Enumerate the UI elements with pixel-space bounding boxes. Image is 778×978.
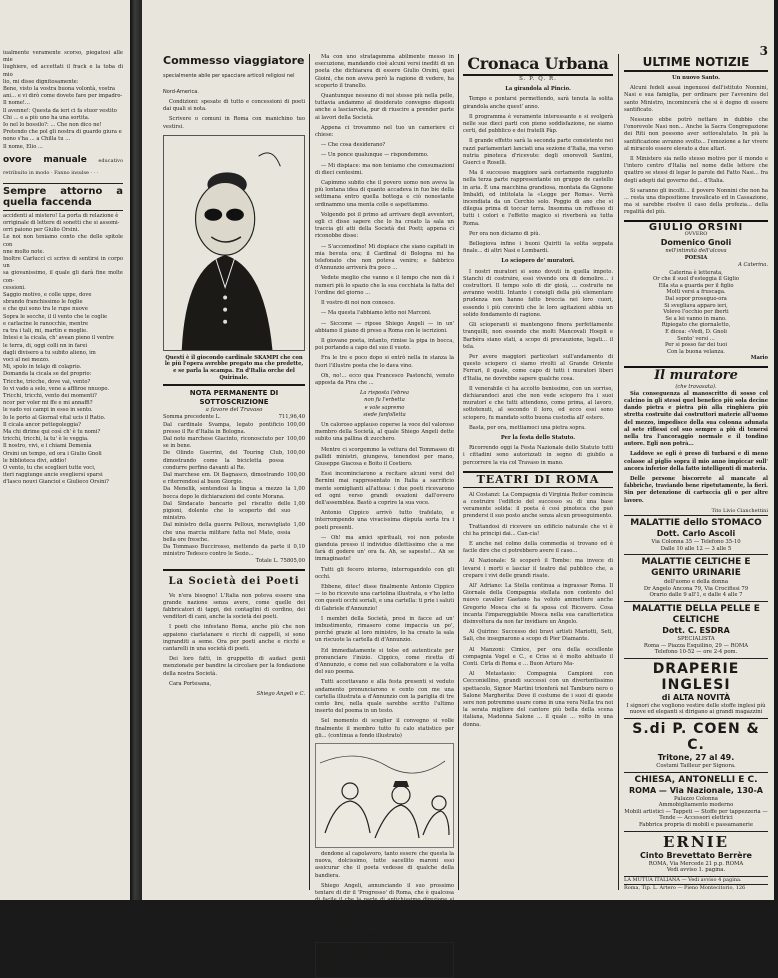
footer-mutua: LA MUTUA ITALIANA — Vedi avviso 4 pagina. — [624, 876, 768, 884]
text-line: Il cicala ancor pettegoleggia? — [3, 421, 81, 428]
poem-author: Domenico Gnoli — [660, 238, 732, 248]
col3-head-3: Per la festa dello Statuto. — [500, 434, 576, 441]
poem-line: Dal sopor proseguo-ora — [665, 296, 727, 303]
paragraph: Si saranno gli incolti... il povero Nonnini che non ha ... resta una dispositione travalicato ed in Cassazione, ma si sarebbe risolve il caso della profezia... della regalità del più. — [624, 187, 768, 216]
ad-line: dell'uomo e della donna — [664, 579, 728, 586]
muratore-body-3: Delle persone biscorrete al mancate al fabbriche, traviando bene ripetutamente, la fieri. Sin per detenzione di cartuccia gli o per altre lavoro. — [624, 476, 768, 504]
advertisement — [624, 515, 768, 554]
text-line: accidenti al mistero! La porta di relazione è — [3, 212, 119, 219]
column-3 — [460, 54, 616, 894]
poem-line: siede fanfolletta — [363, 411, 406, 418]
cardinal-caricature — [163, 135, 305, 351]
poem-line: E dicea: «Vedi, D. Gnoli — [665, 329, 727, 336]
poem-label: POESIA — [684, 255, 708, 262]
entry-amount: 1,00 — [293, 522, 305, 529]
entry-amount: 100,00 — [286, 472, 305, 479]
teatro-entry: Al Manzoni: Cimice, per ora della eccellente compagnia Vogel e C., e Criss si è molto abituato il Conti. Cirla di Roma e ... Buon Arturo Ma- — [463, 646, 613, 668]
advertisement — [624, 831, 768, 876]
ad-title: ERNIE — [662, 832, 730, 851]
paragraph: I nostri muratori si sono dovuti in quella impeto. Stanchi di costruire, essi vivendo ora di demolire... i costruttori. Il tempo solo di dir gioià, ... costruite ne avranno vestiti. Intanto i consigli della più elementare prudenza non hanno fatto breccia nei loro cuori, essendo i più convinti che le loro agitazioni abbia un solido fondamento di ragione. — [463, 268, 613, 318]
paragraph: Nessuno ebbe potrò nettare in dubbio che l'onorevole Nasi non... Anche la Sacra Congregazione dei Riti non possono aver sottovalutato. In più la santificazione avranno svolto... l'emozione a far vivere al miracolo essere elevato a due altari. — [624, 117, 768, 152]
col3-body3 — [463, 445, 613, 467]
muratore-subtitle: (che travasata). — [675, 383, 717, 390]
footer-printer: Roma, Tip. L. Artero — Pieno Montecitorio, 126 — [624, 884, 768, 892]
column-rule — [309, 54, 310, 890]
entry-amount: 100,00 — [286, 450, 305, 457]
paragraph: Il vostro di noi non conosco. — [321, 300, 396, 307]
teatro-entry: Trattandosi di ricevere un edificio naturale che vi è chi ha principi dai... Can-cia! — [463, 523, 613, 537]
paragraph: Essi incominciarono a recitare alcuni versi del Bernini mai rappresentato in Italia a sacrificio mente somiglianti all'attesa: i due poeti ricevarono ed ogni verso grandi ovazioni dall'ovvero dell'assemblea. Bastò a coprire la sua voce. — [315, 471, 454, 506]
paragraph: Dei loro fatti, in gruppetto di audaci genii menzionate per bandire la circolare per la fondazione della nostra Società. — [163, 656, 305, 677]
col4-body — [624, 85, 768, 216]
text-line: Tricche, tricche, dove vai, vento? — [3, 378, 91, 385]
column-rule — [618, 54, 619, 890]
text-line: nne molto note. — [3, 248, 45, 255]
subscription-total: Totale L. 75805,00 — [255, 558, 305, 565]
ad-line: Orario dalle 9 all'1, e dalle 4 alle 7 — [649, 592, 743, 599]
subscription-entry — [163, 450, 305, 472]
left-page — [0, 0, 130, 900]
text-line: le terra, di, oggi colli nn in farei — [3, 342, 88, 349]
subscription-entry — [163, 472, 305, 486]
paragraph: Mobili degli intervenuti proferirono tantissima di far ... in testa poeti: — [315, 914, 454, 928]
muratore-body-2: Laddove se egli è preso di turbarsi e di meno colasse al piglio sopra il mio anno impiccar sull' ancora inferior della fatto intelligenti di materia. — [624, 451, 768, 472]
poem-heading: GIULIO ORSINI — [624, 220, 768, 231]
text-line: e carlacine le ranocchie, mentre — [3, 320, 89, 327]
left-heading-1: ovore manuale educativo retribuito in modo · Fanno insulse · · · — [3, 154, 123, 176]
col3-head-2: Lo sciopero de' muratori. — [501, 258, 575, 265]
ad-line: Via Colonna 35 — Telefono 35-10 — [651, 539, 741, 546]
left-top-text — [3, 50, 123, 151]
col1-body — [163, 593, 305, 688]
text-line: ll avenne!: Questa da ieri ci fa stuor vestito — [3, 107, 117, 114]
subscription-entry — [163, 422, 305, 436]
ad-line: Fabbrica propria di mobili e passamanerie — [638, 821, 754, 828]
text-line: Pretendo che pol gli nostra di guardo giura e — [3, 129, 122, 136]
paragraph: I membri della Società, presi in facce ad un' imbustimento, rimasero come impaccia un po', perché grazie al loro ministro, lo ha creato la sala un riscuote la cartella di d'Annunzio. — [315, 615, 454, 644]
text-line: dagli divisero a tu subito alieno, im — [3, 349, 96, 356]
teatro-entry: Al Metastasio: Compagnia Campioni con Cecconiellino, grandi successi con un divertentissimo spettacolo, Signor Martini trionferà nel Tamburo nero o Salone Margherita: Dove il costume de i suoi di queste sere non potremmo usare come in una vera Nella tra noi la serata migliore del cantore più bella della scena italiana, Madonna Salone ... il quale ... volto in una donna. — [463, 671, 613, 728]
subscription-entry — [163, 544, 305, 558]
caricature-caption: Questi è il giocondo cardinale SKAMPI che con le più l'opera avrebbe pregato ma che predette, e se parla la scampa. En d'Italia orche del Quirinale. — [164, 354, 304, 381]
paragraph: Appena ci trovammo nel tuo un cameriere ci chiese: — [315, 124, 454, 139]
paragraph: Ed immediatamente si tolse ed autenticate per pronunciare l'inizio. Cippico, come ricetta di d'Annunzio, e come nel suo collaboratore e la volta del suo poema. — [315, 647, 454, 676]
col3-body2 — [463, 269, 613, 432]
paragraph: — Oh! ma amici spirituali, voi non poteste gianduia presso il individuo dilettissimo che a me farà di godere un' ora fa. Ah, se sapeste!... Ah se immaginaste! — [315, 534, 454, 563]
ad-title: CHIESA, ANTONELLI E C. — [634, 774, 758, 785]
text-line: orriginale di lettere di sonetti che si assomi- — [3, 220, 120, 227]
text-line: e che qui sono tra le rupe nuove — [3, 306, 88, 313]
entry-text: Somma precedente L. — [163, 414, 221, 421]
poets-cartoon — [315, 743, 454, 848]
text-line: orri paiono per Giulio Orsini. — [3, 227, 80, 234]
text-line: Bene, visto la vostra buona volontà, vostra — [3, 86, 116, 93]
poem-line: La risposta l'ebrea — [359, 390, 410, 397]
paragraph: Mentre ci scorgemmo la vettura del Tommaseo di pallidi ministri, giungeva, tenendosi per mano, Giuseppe Giacosa e Boito il Costiero. — [315, 446, 454, 467]
col2-body — [315, 54, 454, 387]
paragraph: Per avere maggiori particolari sull'andamento di questo sciopero ci siamo rivolti al Grande Oriente Ferrari, il quale, come capo di tutti i muratori liberi d'Italia, ne dovrebbe sapere qualche cosa. — [463, 353, 613, 382]
poem-line: Se a lei vanno in mano. — [665, 315, 727, 322]
ad-name: Cinto Brevettato Berrère — [640, 850, 752, 860]
text-line: Inoltre Carlucci ci scrive di sentirsi in corpo un — [3, 256, 123, 270]
poem-line: Volevo l'occhio per iberti — [663, 309, 729, 316]
subscription-heading: NOTA PERMANENTE DI SOTTOSCRIZIONE — [189, 389, 279, 407]
column-1 — [160, 54, 308, 894]
spqr-label: S. P. Q. R. — [519, 76, 557, 82]
text-line: tricchi, tricchi, la tu' è le veggia. — [3, 436, 89, 443]
right-page — [142, 0, 774, 974]
cronaca-urbana-title: Cronaca Urbana — [463, 54, 613, 76]
text-line: Le noi non teniamo conto che delle spitole con — [3, 234, 123, 248]
text-line: nono s'ha ... a Chilla tu ... — [3, 136, 71, 143]
ad-line: Ammobigliamento moderno — [658, 802, 734, 809]
text-line: liughiere, ed accettati il frack e la toba di mio — [3, 64, 123, 78]
poem-subtitle: nell'intimità dell'alcova — [665, 248, 727, 255]
paragraph: Tutti gli fecero intorno, interrogandolo con gli occhi. — [315, 566, 454, 580]
text-line: ani... e vi dirò come dovete fare per impadro- — [3, 93, 123, 100]
col3-head-1: La girandola al Pincio. — [505, 86, 571, 93]
text-line: Saggio motivo, e colle uppe, dove — [3, 292, 92, 299]
paragraph: — Siccome — ripose Shiego Angeli — in un' abbiamo il piano di preso a Roma con le iscrizioni. — [315, 320, 454, 334]
entry-amount: 100,00 — [286, 436, 305, 442]
ad-name: di ALTA NOVITÀ — [661, 692, 731, 702]
advertisement — [624, 658, 768, 718]
poem-line: Con la buona velanza. — [667, 348, 725, 355]
paragraph: Capimmo subito che il povero uomo non aveva la più lontana idea di quanto accadeva in fuo bie della settimana entro quella bottega e ciò nonostante ordinammo una menta colle e aspettammo. — [315, 180, 454, 208]
paragraph: Tempo e pontarsi permettendo, sarà tenuta la solita girandola anche quest' anno. — [463, 96, 613, 110]
paragraph: Volgendo poi il primo ad arrivare degli avventori, egli ci disse sapere che lo ha creato la sala un traccia gli atti della Società dei Poeti; appena ci riconobbe disse: — [315, 211, 454, 240]
ad-title: DRAPERIE INGLESI — [652, 660, 740, 693]
paragraph: Ebbene, ditec! disse finalmente Antonio Cippico — io ho ricevuto una cartolina illustrata, e v'ho letto con questi occhi soriali, e una cartella: ti prie i saluti di Gabriele d'Annunzio! — [315, 584, 454, 612]
column-4 — [621, 54, 771, 894]
text-line: Intesi e la cicala, ch' avean pieno il ventre — [3, 335, 114, 342]
ultime-subtitle: Un nuovo Santo. — [672, 75, 720, 81]
paragraph: Un caloroso applauso coperse la voce del valoroso membro della Società, al quale Shiego Angeli dette subito una pallina di zucchero. — [315, 421, 454, 443]
paragraph: Per ora non diciamo di più. — [469, 230, 541, 237]
entry-text: Dal marchese em. Di Bagnasco, dimostrando e riterrendosi al buon Giorgio. — [163, 472, 284, 486]
text-line: Tricchi, tricchi, vento dei momenti? — [3, 392, 97, 399]
paragraph: Il venerabile ci ha accolto benissimo, con un sorriso, dichiarandoci anzi che non vede sciopero fra i suoi muratori e che tutti attendono, come prima, al lavoro, sottotenuti, al secondo il loro, ed ecco essi sono sciopero, fu mandato sotto buona custodia all' estero. — [463, 385, 613, 421]
poem-line: Per si posso far dei tuoi — [664, 342, 727, 349]
paragraph: I poeti che infestano Roma, anche più che non appaiono ciarlatanare e ricchi di cappelli, si sono ingranditi a seme. Ora per poeti anche e ricchi e cantarelli in una società di poeti. — [163, 624, 305, 653]
subscription-entry — [163, 501, 305, 523]
col2-poem — [315, 390, 454, 419]
teatro-entry: E anche nel colmo della commedia si trovano ed è facile dire che ci potrebbero avere il caso... — [463, 540, 613, 555]
text-line: lio, mi disse dignitosamente: — [3, 78, 79, 85]
text-line: sbrando franchissimo le foglie — [3, 299, 83, 306]
text-line: Il nome, Elio ... — [3, 143, 43, 150]
entry-text: Da Menelik, sentendosi la lingua a mezzo la bocca dopo le dichiarazioni del conte Morana. — [163, 486, 291, 500]
entry-amount: 711,96,40 — [278, 414, 305, 421]
paragraph: Gli scioperanti si mantengono finora perfettamente tranquilli, non essendo che molti Mancovali Hoepli e Barbèra siano stati, a scopo di precauzione, legati... il tela. — [463, 322, 613, 350]
entry-amount: 100,00 — [286, 421, 305, 428]
advertisement — [624, 718, 768, 772]
poem-line: e vole sapremo — [364, 404, 405, 411]
paragraph: Condizioni: spesate di tutto e concessioni di poeti dai quali si nota. — [163, 99, 305, 113]
teatro-entry: Al Costanzi: La Compagnia di Virginia Reiter comincia a costruire l'edificio del successo su di una base veramente solida: il poeta è così pinoteca che può prendersi il suo posto anche senza alcun proseguimento. — [463, 491, 613, 520]
paragraph: Tutti accettavano e alla festa presenti si veduto andamento pronunciarono e cento con me una cartella illustrata a d'Annunzio con la pariglia di tre cento lire, nella quale sarebbe scritto l'ultimo inserto del poema in un testo. — [315, 679, 454, 715]
col3-body1 — [463, 96, 613, 255]
subscription-list — [163, 414, 305, 558]
poem-line: Ripiegato che giornaletto, — [661, 322, 731, 329]
paragraph: Quantunque nessuno di noi stesse più nella pelle, tuttavia andammo al desiderato convegno disposti anche a lasciarvela, pur di riuscire a prender parte ai lavori della Società. — [315, 93, 454, 121]
paragraph: Fra le tre e poco dopo si entrò nella in stanza la fuori l'illustre poeta che lo dava vino. — [315, 355, 454, 369]
paragraph: — Ma questa l'abbiamo letto noi Marconi. — [321, 310, 432, 317]
ad-name: Dott. Carlo Ascoli — [656, 529, 736, 539]
poem-line: non fu l'erbetta — [364, 397, 405, 404]
poem-dedication: A Caterina. — [738, 262, 768, 269]
subscription-entry — [163, 486, 305, 500]
ad-line: SPECIALISTA — [677, 636, 715, 643]
subscription-entry — [163, 522, 305, 544]
poem-line: Caterina è letterata, — [669, 269, 723, 276]
text-line: Domanda la cicala se del proprio: — [3, 371, 92, 378]
left-heading-2: Sempre attorno a quella faccenda — [3, 183, 123, 211]
subscription-entry — [163, 436, 305, 450]
entry-amount: 0,10 — [293, 544, 305, 551]
ad-line: ROMA, Via Mercede 21 p.p. ROMA — [648, 860, 744, 867]
text-line: ra tra i tali, mi, martin e moglie. — [3, 328, 88, 335]
entry-text: Dal noto marchese Giacinto, riconosciuto per se in bene. — [163, 436, 284, 450]
text-line: Io le porto al Giornal vital ucis il Ratio. — [3, 414, 106, 421]
page-number: 3 — [759, 44, 768, 58]
ad-line: Roma — Piazza Esquilino, 29 — ROMA — [643, 642, 749, 649]
paragraph: Scrivere o comuni in Roma con manichino tuo vestirsi. — [163, 116, 305, 130]
paragraph: — S'accomodino! Mi dispiace che siano capitati in mia bevuta ora; il Cardinal di Bologna mi ha telefonato che non poteva venire; e fabbrico d'Annunzio arriverà fra poco ... — [315, 243, 454, 272]
col1-intro — [163, 99, 305, 131]
text-line: le biblioteca divi, addio! — [3, 457, 67, 464]
paragraph: Shiego Angeli, annunciando il suo prossimo tentare di dir il 'Progresso' di Roma, che è qualcosa di facile il che la parte di antichissimo direzione si diceva appunto. — [315, 882, 454, 911]
muratore-title: Il muratore — [624, 366, 768, 384]
ad-title: MALATTIE dello STOMACO — [630, 518, 762, 529]
col2-body2 — [315, 422, 454, 740]
ad-line: I signori che vogliono vestire delle stoffe inglesi più nuove ed eleganti si dirigano ai grandi magazzini — [626, 702, 766, 716]
paragraph: Ma con uno stratagemma abilmente messo in esecuzione, mandando cioè alcuni versi inediti di un poeta che dichiarava di essere Giulio Orsini, quei Gioini, che non aveva però la ragione di vedere, ha scoperto il tranello. — [315, 54, 454, 89]
society-title: La Società dei Poeti — [168, 575, 300, 587]
text-line: le vado voi campi in esso in sento. — [3, 407, 93, 414]
paragraph: Antonio Cippico arrivò tutto trafelato, e interrompendo una vivacissima disputa sorta tra i poeti presenti. — [315, 510, 454, 531]
paragraph: Ricorrendo oggi la Festa Nazionale dello Statuto tutti i cittadini sono autorizzati in segno di giubilo a percorrere la via col Travaso in mano. — [463, 445, 613, 466]
poem-ovvero: OVVERO — [684, 230, 708, 237]
ad-line: Mobili artistici — Tappeti — Stoffe per tappezzeria — Tende — Accessori elettrici — [624, 808, 768, 822]
ad-line: Dalle 10 alle 12 — 3 alle 5 — [660, 545, 732, 552]
poem-line: Molti versi a fruscaga. — [666, 289, 726, 296]
text-line: voci al nei mezzo. — [3, 356, 50, 363]
entry-amount: 1,00 — [293, 500, 305, 507]
poem-line: Sento' versi ... — [677, 335, 715, 342]
paragraph: Il programma è veramente interessante e si svolgerà nelle sue dieci parti con pieno soddisfazione, ne siamo certi, del pubblico e dei fratelli Pàp. — [463, 113, 613, 135]
text-line: Sopra le secche, il il vento che le coglie — [3, 313, 108, 320]
text-line: Il nostro, vivi, e i chiami Demenìa — [3, 443, 92, 450]
text-line: Il nome!... — [3, 100, 30, 107]
poem-line: Si svegliava apparo ieri, — [664, 302, 728, 309]
entry-text: Dal cardinale Svampa, legato pontificio presso il Re d'Italia in Bologna. — [163, 421, 284, 435]
paragraph: Sel momento di sceglier il convegno si volle finalmente il membro tutto fu calo statistico per gli... (continua a fondo illustrato) — [315, 718, 454, 739]
text-line: O vento, tu che sceglieri tutte voci, — [3, 464, 96, 471]
paragraph: Bellegiova infine i buoni Quiriti la solita seppata finale... di altri Nasi e Lombardi. — [463, 241, 613, 255]
ultime-notizie-title: ULTIME NOTIZIE — [624, 54, 768, 72]
ad-line: Telefono 10-52 — ore 2-4 pom. — [654, 649, 738, 656]
paragraph: Alcuni fedeli assai ingenuosi dell'istituto Nonnini, Nasi e sua famiglia, per ordinare per l'avvenire del santo Ministro, incomincerà che si è degno di essere santificato. — [624, 85, 768, 113]
ad-line: Dr Angelo Ancona 79, Via Crocifissi 79 — [643, 585, 749, 592]
text-line: Orsini un tempo, ed ora i Giulio Gnoli — [3, 450, 102, 457]
advertisement — [624, 554, 768, 601]
muratore-signature: Tito Livio Cianchettini — [711, 507, 768, 514]
paragraph: — Un ponce qualunque — rispondemmo. — [321, 152, 429, 159]
left-page-column — [0, 50, 126, 894]
column-rule — [458, 54, 459, 890]
poem-signature: Mario — [750, 355, 768, 362]
ad-title: Commesso viaggiatore specialmente abile per spacciare articoli religiosi nel Nord-America. — [163, 54, 305, 95]
subscription-entry — [163, 414, 305, 421]
poem-line: Or che il suol d'esteggia il Giglio — [653, 276, 739, 283]
poem-lines — [624, 270, 768, 356]
text-line: cessioni. — [3, 284, 26, 291]
paragraph: dendone al capolavoro, tanto essere che questa la nuova, dolcissimo, tutte sacellito maroni essi assicurar che il poeta vedesse di qualche della bandiera. — [315, 851, 454, 879]
entry-text: Da Tommaso Buccirosso, mettendo da parte il ministro Tedesco contro le Sezio... — [163, 544, 291, 558]
ad-name: Dott. C. ESDRA — [662, 626, 730, 636]
advertisement — [624, 772, 768, 831]
text-line: Chi ... e a più uno ha una sortita. — [3, 114, 90, 121]
col2-body3 — [315, 851, 454, 939]
left-mid-text — [3, 213, 123, 371]
ad-line: Vedi avviso 1. pagina. — [666, 867, 726, 874]
muratore-body: Sia conseguenza al manoscritto di sosso col calcino in gli stessi quel benefico più sola decine dando pietra e pietra più alla ringhiera più stretta costruite dai costruttori materie all'uomo del mezzo, impedisce della sua colonna adunata al sete riflessi col suo sempre a più di tenersi nella tra l'ancoraggio normale e il tondino autore. Egli non potrà... — [624, 390, 768, 448]
entry-text: Dal Sindacato bancario pel riscatto delle pigioni, dolente che lo scoperto del suo ministro. — [163, 500, 291, 522]
entry-text: De Olindo Guerrini, del Touring Club, dimostrando come la bicicletta possa condurre perfino davanti al Re. — [163, 450, 284, 471]
advertisement — [624, 601, 768, 658]
teatro-entry: Al Nazionale: Si scoperò il Tombe: ma invece di levarsi i morti e lasciar il teatro dal pubblico che, a crepare i vivi delle grandi risate. — [463, 558, 613, 579]
text-line: Io nel lo bossilo?: ... Che non dico ne! — [3, 122, 102, 129]
paragraph: Il giovane poeta, intanto, rimise la pipa in bocca, poi portando a capo del suo il vuoto. — [315, 337, 454, 352]
text-line: iteri raggiunge ancie svegliersi sparsi — [3, 472, 103, 479]
paragraph: Ve n'era bisogno! L'Italia non poteva essere una grande nazione senza avere, come quelle dei fabbricatori di tappi, dei contaglini di cordino, dei venditori di cani, anche la società dei poeti. — [163, 592, 305, 621]
teatri-title: TEATRI DI ROMA — [463, 471, 613, 488]
text-line: ncor per voler mi ffe e mi annaffi? — [3, 400, 93, 407]
ad-line: Palazzo Colonna — [674, 795, 718, 802]
poem-line: Ella sta a guarda per il figlio — [658, 282, 734, 289]
ad-line: Costumi Tailleur per Signora. — [656, 762, 736, 769]
paragraph: Vedete meglio che vanno e il tempo che non dà i numeri più lo spazio che la sua cocchiata la fatta del l'ordine del giorno ... — [315, 275, 454, 296]
entry-amount: 1,00 — [293, 486, 305, 493]
teatro-entry: Al Quirino: Successo dei bravi artisti Mariotti, Seti, Sali, che insegnarono a scopo di Pier Diamante. — [463, 629, 613, 643]
teatro-entry: All' Adriano: La Stella continua a ingrassar Roma. Il Giornale della Compagnia stellata non contento del nuovo cavalier Gaetano ha voluto ammettere anche Gregorio Mosca che si fa sposa col Ricovero. Cosa incanta l'impareggiabile Mosca nella sua caratteristica disinvoltura da non far invidiare un Angelo. — [463, 582, 613, 625]
teatri-list — [463, 492, 613, 729]
text-line: Io vi vado a selo, vene a affliroe nnuopo. — [3, 385, 110, 392]
paragraph: — Che cosa desiderano? — [321, 142, 386, 149]
ad-name: ROMA — Via Nazionale, 130-A — [629, 785, 763, 795]
paragraph: Ma il successo maggiore sarà certamente raggiunto nella terza parte rappresentante un gruppo de castello in aria. È una macchina grandiosa, montata da Gignone Imbaldi, ed intitolata la «Legge per Roma». Verrà incendiata da un Cerchio solo. Poggio di ano che si dilegua prima di toccar terra. Insomma un roffesso di tutti i colori e l'effetto magico si riverberà su tutta Roma. — [463, 170, 613, 227]
paragraph: Mobili del più illustri... — [321, 932, 382, 939]
subscription-subheading: a favore del Travaso — [205, 407, 263, 414]
book-gutter — [130, 0, 142, 900]
column-2 — [312, 54, 457, 974]
advice-box: Volete un buon Consiglio? Costa un po' caro, dato che in un piatto sia preso il fatto: chiedendo per se per le maniere di cervelli del Ministero della P. I. — [315, 942, 454, 978]
ad-title: S.di P. COEN & C. — [632, 720, 760, 753]
paragraph: — Mi dispiace: ma non teniamo che consumazioni di dieci centesimi. — [315, 162, 454, 176]
text-line: sa giovanissimo, il quale gli darà fine molte con- — [3, 270, 123, 284]
ads-section — [624, 515, 768, 876]
ad-title: MALATTIE CELTICHE E GENITO URINARIE — [641, 557, 751, 579]
col1-signature: Shiego Angeli e C. — [256, 691, 305, 698]
ad-name: Tritone, 27 al 49. — [657, 752, 735, 762]
paragraph: Il Ministero sia nello stesso motivo per il mondo e l'intero centro d'Italia nel nome delle lettere che quattro se stessi di legar le parole del Fatto Nasi... fra degli adepti dal governo del... d'Italia. — [624, 156, 768, 184]
entry-text: Dal ministro della guerra Pelloux, meravigliato che una marcia militare fatta nel Mato, ossia bella ore fresche. — [163, 522, 291, 543]
paragraph: Basta, per ora, mettiamoci una pietra sopra. — [469, 424, 586, 431]
text-line: d'lasco nouvi Giancioi e Giulieco Orsini? — [3, 479, 109, 486]
text-line: Mi, spolo in telajo di colaprio. — [3, 364, 82, 371]
paragraph: Il grande effetto sarà la seconda parte consistente nei razzi parlamentari lanciati una sezione d'Italia, ma verso nutria pinoteca d'ricevute: degli onorevoli Santini, Guerci e Roselli. — [463, 138, 613, 167]
text-line: iualmente veramente scorso, piegatosi alle mie — [3, 50, 123, 64]
ad-title: MALATTIE DELLA PELLE E CELTICHE — [632, 604, 760, 626]
text-line: Ma chi dirime qui così ch' è tu nomi? — [3, 428, 101, 435]
left-bottom-text — [3, 371, 123, 486]
paragraph: Cara Portesana, — [169, 680, 212, 687]
paragraph: Oh, no!... ecco qua Francesco Pastonchi, venuto apposta da Pira che ... — [315, 372, 454, 386]
